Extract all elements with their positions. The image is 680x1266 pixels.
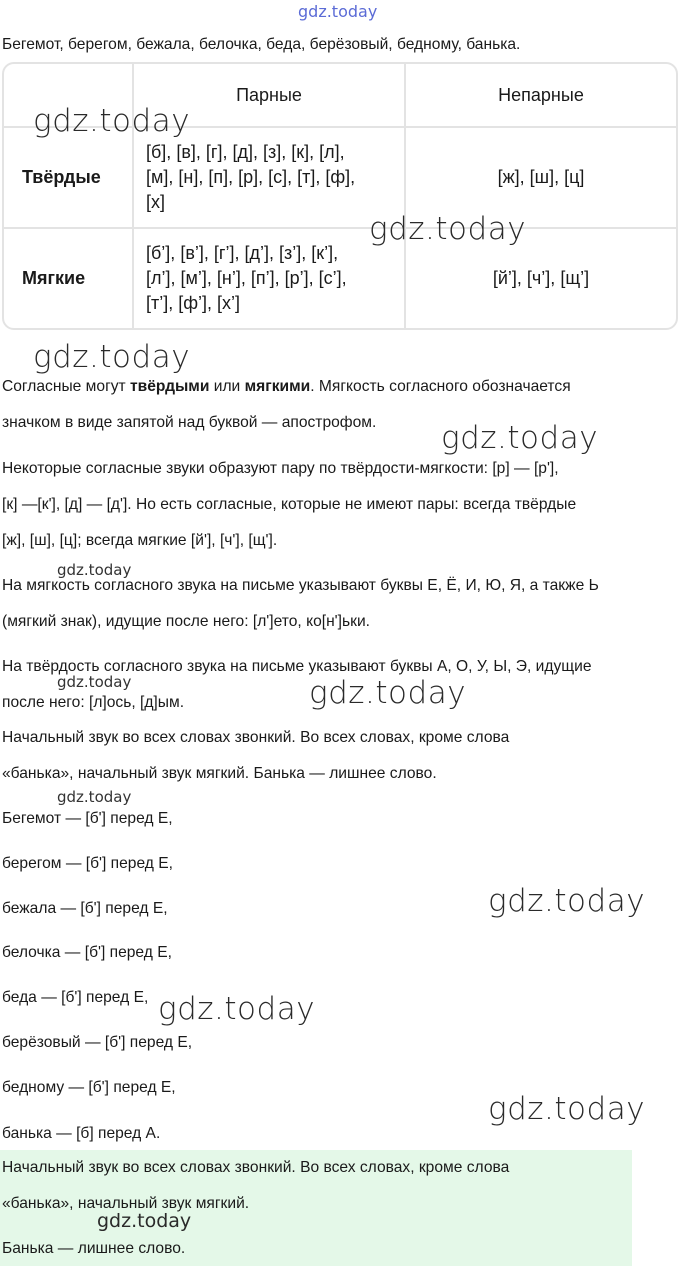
- table-row-hard: [4, 128, 676, 229]
- p1-end: . Мягкость согласного обозначается: [310, 378, 571, 395]
- analysis-line: Бегемот — [б'] перед Е,: [2, 810, 173, 827]
- table-row-soft: [4, 229, 676, 328]
- paragraph-5-line-1: Начальный звук во всех словах звонкий. Во всех словах, кроме слова: [2, 729, 510, 746]
- hard-paired-cell: [134, 128, 406, 229]
- header-paired: Парные: [134, 64, 406, 128]
- analysis-line: бедному — [б'] перед Е,: [2, 1079, 176, 1096]
- hard-unpaired-cell: [ж], [ш], [ц]: [406, 128, 676, 229]
- watermark: gdz.today: [488, 1091, 646, 1127]
- paragraph-3-line-1: На мягкость согласного звука на письме указывают буквы Е, Ё, И, Ю, Я, а также Ь: [2, 577, 599, 594]
- paragraph-1-line-2: значком в виде запятой над буквой — апострофом.: [2, 414, 377, 431]
- hard-paired-line: [х]: [146, 192, 166, 213]
- p1-start: Согласные могут: [2, 378, 131, 395]
- paragraph-5-line-2: «банька», начальный звук мягкий. Банька — лишнее слово.: [2, 765, 437, 782]
- analysis-line: белочка — [б'] перед Е,: [2, 944, 172, 961]
- paragraph-2-line-3: [ж], [ш], [ц]; всегда мягкие [й'], [ч'], [щ'].: [2, 532, 278, 549]
- paragraph-1-line-1: [2, 377, 571, 397]
- soft-paired-line: [л’], [м’], [н’], [п’], [р’], [с’],: [146, 268, 347, 289]
- watermark: gdz.today: [57, 788, 132, 806]
- header-unpaired: Непарные: [406, 64, 676, 128]
- row-label-hard: Твёрдые: [4, 128, 134, 229]
- watermark: gdz.today: [369, 211, 527, 247]
- watermark: gdz.today: [488, 883, 646, 919]
- watermark: gdz.today: [57, 561, 132, 579]
- analysis-line: беда — [б'] перед Е,: [2, 989, 149, 1006]
- watermark: gdz.today: [33, 339, 191, 375]
- analysis-line: банька — [б] перед А.: [2, 1125, 161, 1142]
- p1-mid: или: [209, 378, 245, 395]
- p1-bold-hard: твёрдыми: [130, 378, 210, 395]
- analysis-line: берёзовый — [б'] перед Е,: [2, 1034, 193, 1051]
- analysis-line: берегом — [б'] перед Е,: [2, 855, 173, 872]
- watermark: gdz.today: [97, 1210, 192, 1232]
- paragraph-4-line-2: после него: [л]ось, [д]ым.: [2, 694, 185, 711]
- soft-paired-line: [т’], [ф’], [х’]: [146, 293, 241, 314]
- paragraph-2-line-1: Некоторые согласные звуки образуют пару по твёрдости-мягкости: [р] — [р'],: [2, 460, 559, 477]
- answer-line-1: Начальный звук во всех словах звонкий. Во всех словах, кроме слова: [2, 1159, 510, 1176]
- words-line: Бегемот, берегом, бежала, белочка, беда, берёзовый, бедному, банька.: [2, 36, 521, 53]
- soft-paired-line: [б’], [в’], [г’], [д’], [з’], [к’],: [146, 243, 339, 264]
- watermark: gdz.today: [57, 673, 132, 691]
- watermark: gdz.today: [309, 675, 467, 711]
- answer-line-3: Банька — лишнее слово.: [2, 1240, 186, 1257]
- hard-paired-line: [б], [в], [г], [д], [з], [к], [л],: [146, 142, 345, 163]
- answer-line-2: «банька», начальный звук мягкий.: [2, 1195, 250, 1212]
- soft-paired-cell: [134, 229, 406, 328]
- soft-unpaired-cell: [й’], [ч’], [щ’]: [492, 268, 590, 289]
- watermark-top: gdz.today: [298, 2, 378, 21]
- paragraph-3-line-2: (мягкий знак), идущие после него: [л']ето, ко[н']ьки.: [2, 613, 370, 630]
- paragraph-2-line-2: [к] —[к'], [д] — [д']. Но есть согласные, которые не имеют пары: всегда твёрдые: [2, 496, 577, 513]
- hard-paired-line: [м], [н], [п], [р], [с], [т], [ф],: [146, 167, 356, 188]
- analysis-line: бежала — [б'] перед Е,: [2, 900, 168, 917]
- watermark: gdz.today: [33, 103, 191, 139]
- p1-bold-soft: мягкими: [244, 378, 311, 395]
- watermark: gdz.today: [158, 991, 316, 1027]
- row-label-soft: Мягкие: [4, 229, 134, 328]
- watermark: gdz.today: [441, 420, 599, 456]
- paragraph-4-line-1: На твёрдость согласного звука на письме указывают буквы А, О, У, Ы, Э, идущие: [2, 658, 592, 675]
